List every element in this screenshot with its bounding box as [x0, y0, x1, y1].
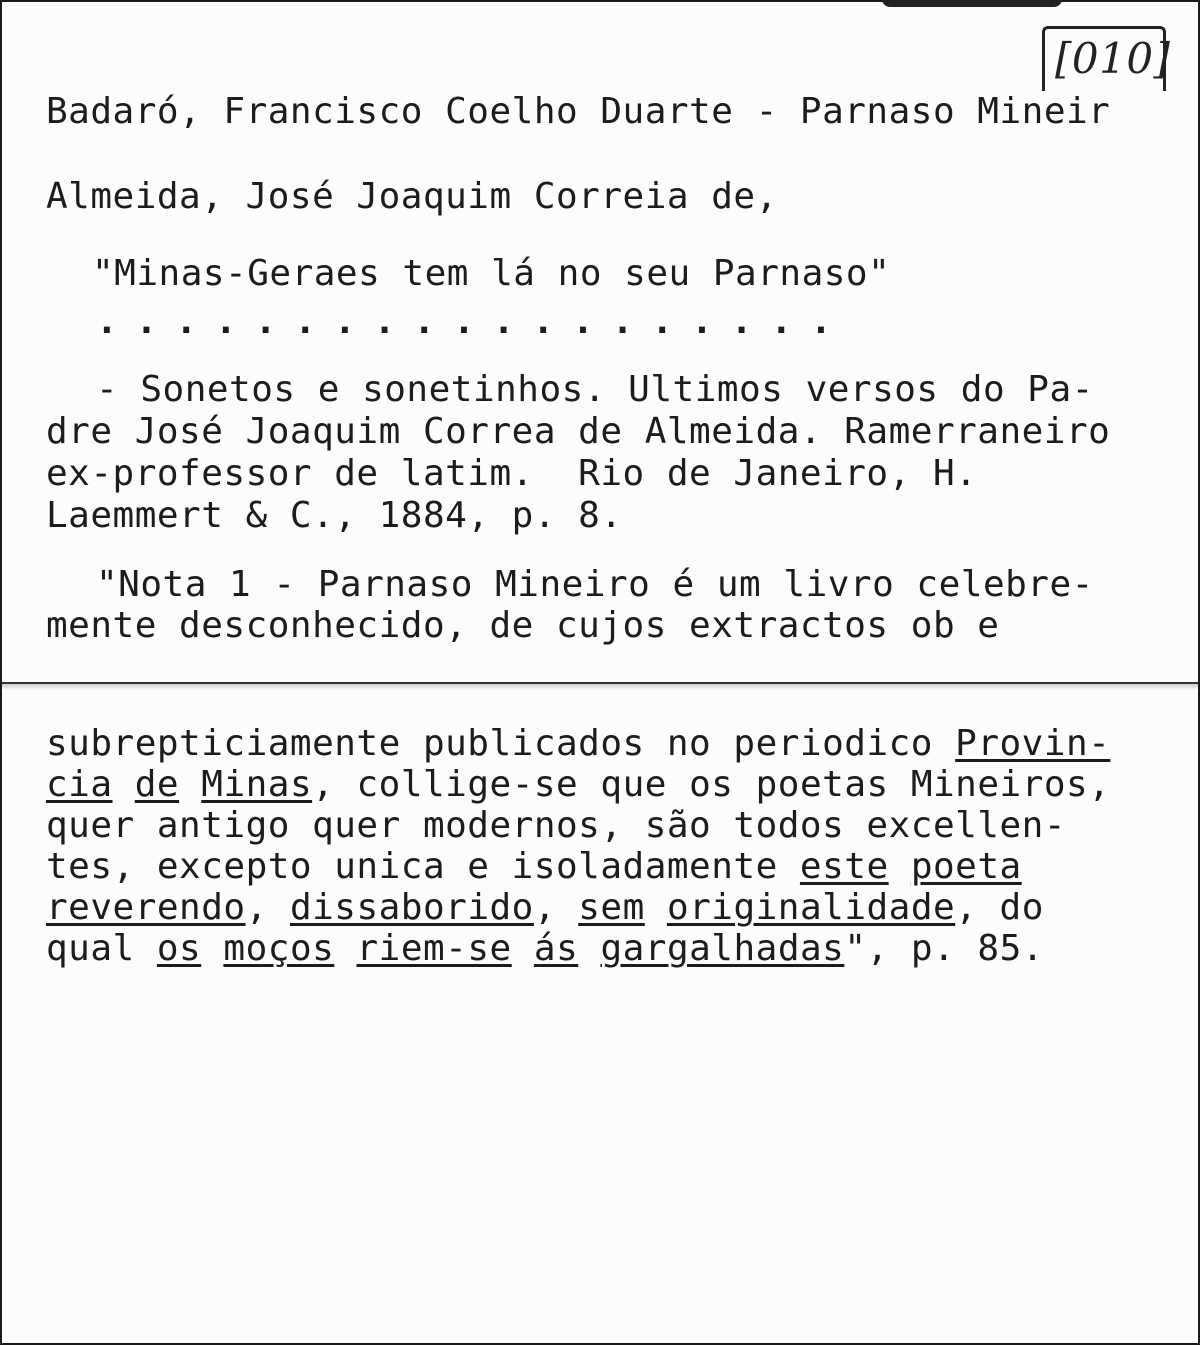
text-run: [645, 887, 667, 928]
text-run: [113, 764, 135, 805]
underlined-text: ás: [533, 928, 579, 969]
citation-line: - Sonetos e sonetinhos. Ultimos versos do Pa-: [96, 369, 1094, 410]
reference-mark: [010]: [1042, 26, 1166, 91]
underlined-text: cia: [46, 764, 113, 805]
text-run: , do: [955, 887, 1044, 928]
underlined-text: poeta: [910, 846, 1022, 887]
quote-title: "Minas-Geraes tem lá no seu Parnaso": [92, 253, 891, 294]
continuation-line: quer antigo quer modernos, são todos excellen-: [46, 805, 1066, 846]
subject-line: Almeida, José Joaquim Correia de,: [46, 176, 778, 217]
underlined-text: os: [156, 928, 202, 969]
underlined-text: este: [799, 846, 889, 887]
underlined-text: riem-se: [356, 928, 512, 969]
continuation-line: [46, 724, 1110, 764]
underlined-text: Minas: [201, 764, 313, 805]
text-run: tes, excepto unica e isoladamente: [46, 846, 800, 887]
underlined-text: Provin-: [955, 723, 1111, 764]
citation-line: dre José Joaquim Correa de Almeida. Ramerraneiro: [46, 411, 1111, 452]
text-run: subrepticiamente publicados no periodico: [46, 723, 956, 764]
text-run: [201, 928, 223, 969]
text-run: ", p. 85.: [844, 928, 1044, 969]
card-fold-shadow: [2, 684, 1198, 690]
underlined-text: de: [134, 764, 180, 805]
continuation-line: [46, 888, 1044, 928]
text-run: [334, 928, 356, 969]
text-run: [512, 928, 534, 969]
text-run: [179, 764, 201, 805]
card-heading: Badaró, Francisco Coelho Duarte - Parnaso Mineir: [46, 91, 1111, 132]
text-run: [889, 846, 911, 887]
note-line: "Nota 1 - Parnaso Mineiro é um livro celebre-: [96, 564, 1094, 605]
continuation-line: [46, 929, 1044, 969]
text-run: [578, 928, 600, 969]
top-edge-mark: [882, 0, 1062, 7]
underlined-text: reverendo: [46, 887, 246, 928]
text-run: , collige-se que os poetas Mineiros,: [312, 764, 1111, 805]
text-run: ,: [533, 887, 579, 928]
ellipsis-dots: ...................: [96, 301, 850, 342]
underlined-text: dissaborido: [289, 887, 534, 928]
underlined-text: moços: [223, 928, 335, 969]
text-run: ,: [245, 887, 290, 928]
underlined-text: gargalhadas: [600, 928, 845, 969]
underlined-text: originalidade: [666, 887, 956, 928]
continuation-line: [46, 765, 1110, 805]
citation-line: Laemmert & C., 1884, p. 8.: [46, 495, 623, 536]
text-run: qual: [46, 928, 157, 969]
underlined-text: sem: [578, 887, 645, 928]
citation-line: ex-professor de latim. Rio de Janeiro, H.: [46, 453, 978, 494]
continuation-line: [46, 847, 1022, 887]
note-line: mente desconhecido, de cujos extractos ob e: [46, 605, 1000, 646]
